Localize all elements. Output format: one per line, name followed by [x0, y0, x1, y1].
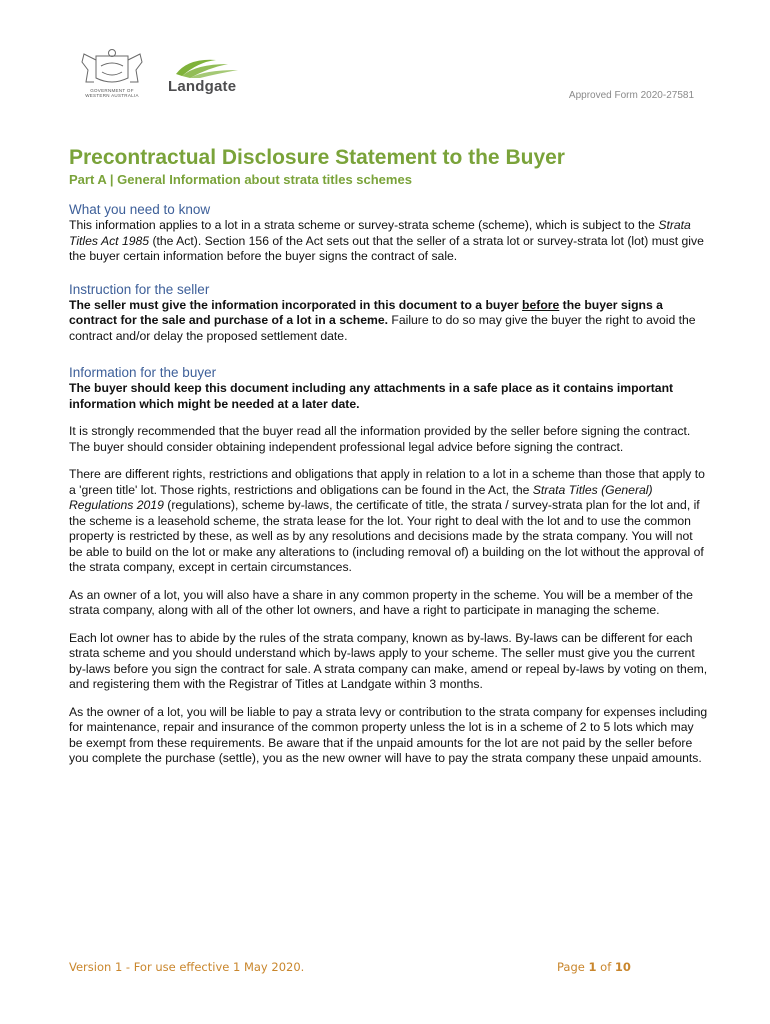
paragraph-buyer-keep-document: The buyer should keep this document including any attachments in a safe place as it contains important information which might be needed at a later date.	[69, 381, 674, 411]
paragraph-by-laws: Each lot owner has to abide by the rules of the strata company, known as by-laws. By-laws can be different for each strata scheme and you should understand which by-laws apply to your scheme. The seller must give you the current by-laws before you sign the contract for sale. A strata company can make, amend or repeal by-laws by voting on them, and registering them with the Registrar of Titles at Landgate within 3 months.	[69, 630, 708, 691]
landgate-wordmark: Landgate	[168, 78, 237, 95]
landgate-logo	[168, 56, 248, 100]
paragraph-need-to-know: This information applies to a lot in a strata scheme or survey-strata scheme (scheme), which is subject to the Strata Titles Act 1985 (the Act). Section 156 of the Act sets out that the seller of a strata lot or survey-strata lot (lot) must give the buyer certain information before the buyer signs the contract of sale.	[69, 218, 704, 263]
document-subtitle: Part A | General Information about strata titles schemes	[69, 172, 412, 187]
paragraph-common-property: As an owner of a lot, you will also have a share in any common property in the scheme. You will be a member of the strata company, along with all of the other lot owners, and have a right to participate in managing the scheme.	[69, 587, 693, 617]
page-header	[0, 0, 770, 110]
government-text: GOVERNMENT OF WESTERN AUSTRALIA	[85, 88, 139, 98]
heading-information-for-buyer: Information for the buyer	[69, 365, 217, 380]
heading-what-you-need-to-know: What you need to know	[69, 202, 211, 217]
paragraph-strata-levy: As the owner of a lot, you will be liable to pay a strata levy or contribution to the strata company for expenses including for maintenance, repair and insurance of the common property unless the lot is in a scheme of 2 to 5 lots which may be exempt from these requirements. Be aware that if the unpaid amounts for the lot are not paid by the seller before you complete the purchase (settle), you as the new owner will have to pay the strata company these unpaid amounts.	[69, 704, 708, 765]
heading-instruction-for-seller: Instruction for the seller	[69, 281, 210, 297]
footer-version: Version 1 - For use effective 1 May 2020.	[69, 960, 305, 974]
paragraph-recommend-read: It is strongly recommended that the buyer read all the information provided by the seller before signing the contract. The buyer should consider obtaining independent professional legal advice before signing the contract.	[69, 424, 691, 454]
paragraph-rights-restrictions: There are different rights, restrictions and obligations that apply in relation to a lot in a scheme than those that apply to a 'green title' lot. Those rights, restrictions and obligations can be found in the Act, the Strata Titles (General) Regulations 2019 (regulations), scheme by-laws, the certificate of title, the strata / survey-strata plan for the lot and, if the scheme is a leasehold scheme, the strata lease for the lot. Your right to deal with the lot and to use the common property is restricted by these, as well as by any resolutions and decisions made by the strata company. You will not be able to build on the lot or make any alterations to (including removal of) a building on the lot without the approval of the strata company, except in certain circumstances.	[69, 467, 705, 574]
paragraph-seller-instruction: The seller must give the information incorporated in this document to a buyer before the buyer signs a contract for the sale and purchase of a lot in a scheme. Failure to do so may give the buyer the right to avoid the contract and/or delay the proposed settlement date.	[69, 297, 696, 343]
document-body	[69, 144, 709, 767]
footer-page-number: Page 1 of 10	[557, 960, 631, 974]
landgate-swoosh-icon	[168, 56, 248, 78]
approved-form-number: Approved Form 2020-27581	[568, 90, 694, 101]
document-title: Precontractual Disclosure Statement to the Buyer	[69, 146, 565, 169]
